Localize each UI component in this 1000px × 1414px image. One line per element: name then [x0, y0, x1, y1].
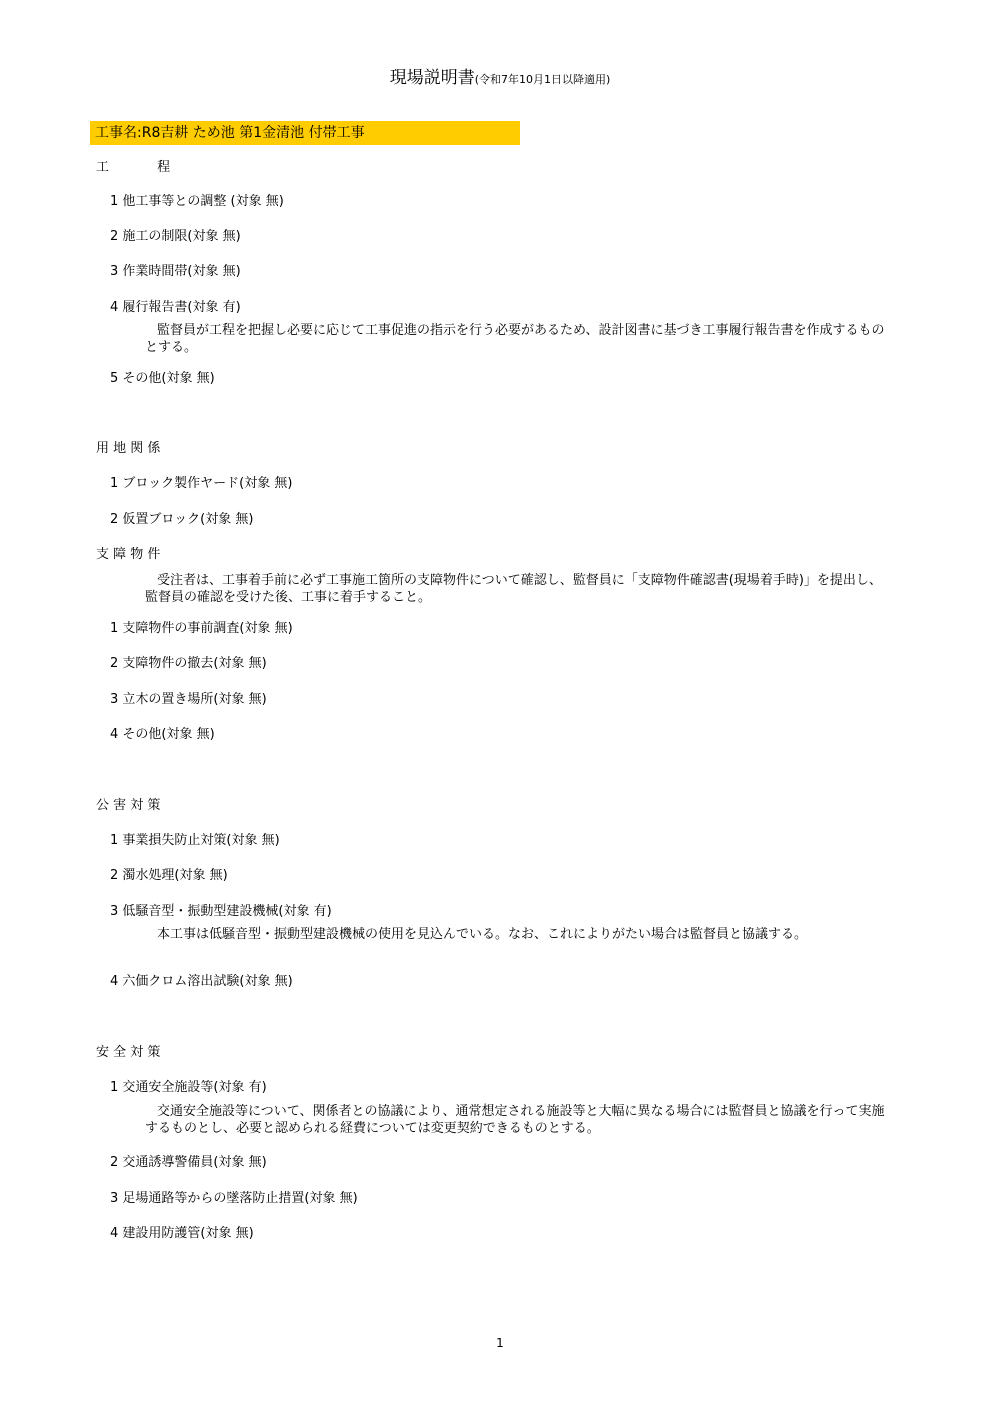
list-item: 3 低騒音型・振動型建設機械(対象 有) — [110, 904, 332, 919]
list-item: 4 六価クロム溶出試験(対象 無) — [110, 974, 293, 989]
list-item: 1 他工事等との調整 (対象 無) — [110, 194, 284, 209]
list-item: 2 支障物件の撤去(対象 無) — [110, 656, 267, 671]
list-item: 4 履行報告書(対象 有) — [110, 300, 241, 315]
section-heading-obstacles: 支 障 物 件 — [96, 547, 161, 562]
document-title — [0, 63, 1000, 88]
list-item: 3 作業時間帯(対象 無) — [110, 264, 241, 279]
section-heading-pollution: 公 害 対 策 — [96, 798, 161, 813]
title-main: 現場説明書 — [389, 68, 475, 88]
list-item: 2 濁水処理(対象 無) — [110, 868, 228, 883]
paragraph: 受注者は、工事着手前に必ず工事施工箇所の支障物件について確認し、監督員に「支障物件確認書(現場着手時)」を提出し、監督員の確認を受けた後、工事に着手すること。 — [145, 573, 882, 605]
list-item: 4 建設用防護管(対象 無) — [110, 1226, 254, 1241]
list-item: 3 立木の置き場所(対象 無) — [110, 692, 267, 707]
project-name: 工事名:R8吉耕 ため池 第1金清池 付帯工事 — [90, 121, 520, 145]
section-heading-schedule: 工 程 — [96, 160, 193, 175]
page-number: 1 — [496, 1336, 504, 1350]
list-item: 1 支障物件の事前調査(対象 無) — [110, 621, 293, 636]
list-item: 1 事業損失防止対策(対象 無) — [110, 833, 280, 848]
title-sub: (令和7年10月1日以降適用) — [474, 73, 611, 86]
list-item: 1 ブロック製作ヤード(対象 無) — [110, 476, 293, 491]
paragraph: 交通安全施設等について、関係者との協議により、通常想定される施設等と大幅に異なる場合には監督員と協議を行って実施するものとし、必要と認められる経費については変更契約できるものとする。 — [145, 1104, 885, 1136]
list-item: 3 足場通路等からの墜落防止措置(対象 無) — [110, 1191, 358, 1206]
list-item: 2 施工の制限(対象 無) — [110, 229, 241, 244]
section-heading-safety: 安 全 対 策 — [96, 1045, 161, 1060]
section-heading-land: 用 地 関 係 — [96, 441, 161, 456]
list-item: 2 仮置ブロック(対象 無) — [110, 512, 254, 527]
paragraph: 本工事は低騒音型・振動型建設機械の使用を見込んでいる。なお、これによりがたい場合は監督員と協議する。 — [157, 927, 808, 942]
paragraph: 監督員が工程を把握し必要に応じて工事促進の指示を行う必要があるため、設計図書に基づき工事履行報告書を作成するものとする。 — [145, 323, 885, 355]
list-item: 2 交通誘導警備員(対象 無) — [110, 1155, 267, 1170]
list-item: 5 その他(対象 無) — [110, 371, 215, 386]
list-item: 4 その他(対象 無) — [110, 727, 215, 742]
list-item: 1 交通安全施設等(対象 有) — [110, 1080, 267, 1095]
